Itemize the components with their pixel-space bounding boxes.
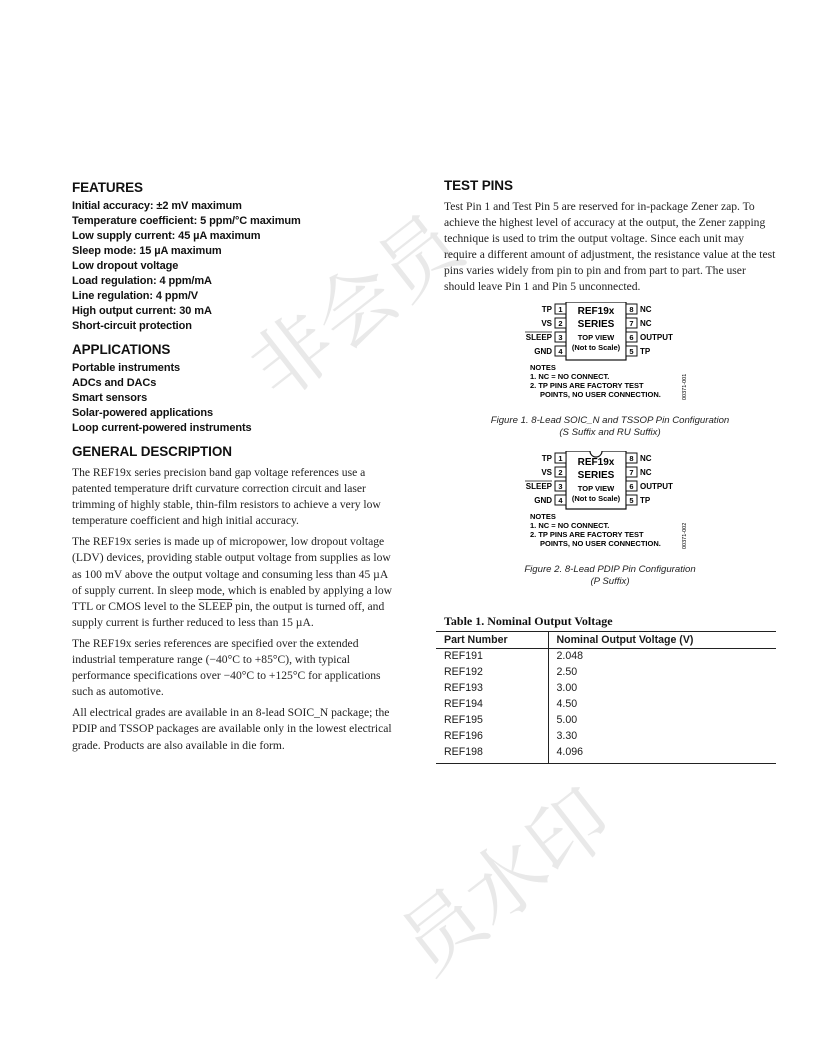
notes-title: NOTES (530, 362, 556, 372)
chip-top-view: TOP VIEW (577, 483, 615, 493)
pin-number: 1 (558, 453, 563, 463)
pin-name: NC (640, 467, 652, 477)
pin-name: GND (534, 346, 552, 356)
right-pin-7 (626, 467, 652, 477)
left-pin-4 (534, 346, 566, 356)
table-row (436, 729, 776, 745)
figure-2-caption-line-1: Figure 2. 8-Lead PDIP Pin Configuration (524, 563, 696, 575)
part-number-cell: REF191 (436, 648, 548, 665)
pin-number: 3 (558, 481, 563, 491)
figure-code: 00371-002 (682, 522, 688, 549)
part-number-cell: REF194 (436, 697, 548, 713)
note-1: 1. NC = NO CONNECT. (530, 371, 610, 381)
voltage-cell: 2.50 (556, 665, 578, 678)
right-pin-8 (626, 304, 652, 314)
voltage-cell: 3.00 (556, 681, 578, 694)
feature-item: Short-circuit protection (72, 320, 192, 332)
application-item: ADCs and DACs (72, 377, 157, 389)
right-column (444, 178, 776, 764)
features-heading: FEATURES (72, 180, 143, 195)
chip-subtitle: SERIES (577, 469, 615, 481)
note-2b: POINTS, NO USER CONNECTION. (540, 538, 661, 548)
pin-number: 8 (629, 304, 634, 314)
voltage-cell: 2.048 (556, 649, 584, 662)
pin-name: SLEEP (525, 332, 552, 342)
left-column (72, 180, 400, 759)
general-description-p3: The REF19x series references are specified over the extended industrial temperature range (−40°C to +85°C), with typical performance specifications over −40°C to +125°C for applications such as automotive. (72, 636, 381, 699)
figure-1-caption-line-1: Figure 1. 8-Lead SOIC_N and TSSOP Pin Configuration (490, 414, 730, 426)
pin-number: 8 (629, 453, 634, 463)
chip-title: REF19x (577, 305, 615, 317)
feature-item: Low supply current: 45 µA maximum (72, 230, 261, 242)
table-row (436, 713, 776, 729)
applications-list (72, 361, 400, 436)
application-item: Portable instruments (72, 362, 181, 374)
chip-title: REF19x (577, 456, 615, 468)
applications-heading: APPLICATIONS (72, 342, 171, 357)
general-description-p4: All electrical grades are available in an 8-lead SOIC_N package; the PDIP and TSSOP packages are available only in the lowest electrical grade. Products are also available in die form. (72, 706, 392, 752)
chip-subtitle: SERIES (577, 318, 615, 330)
pin-number: 7 (629, 318, 634, 328)
pin-number: 4 (558, 495, 563, 505)
application-item: Solar-powered applications (72, 407, 214, 419)
figure-1-caption-line-2: (S Suffix and RU Suffix) (559, 426, 661, 438)
right-pin-6 (626, 332, 673, 342)
watermark-text-bottom: 员水印 (383, 771, 630, 993)
application-item: Loop current-powered instruments (72, 422, 252, 434)
p2-text-b: pin, the output is turned off, and supply current is further reduced to less than 15 µA. (72, 599, 385, 629)
part-number-cell: REF198 (436, 745, 548, 763)
pin-name: NC (640, 318, 652, 328)
pin-number: 6 (629, 481, 634, 491)
pin-number: 5 (629, 495, 634, 505)
feature-item: Temperature coefficient: 5 ppm/°C maximum (72, 215, 301, 227)
table-1-section (444, 614, 776, 764)
note-1: 1. NC = NO CONNECT. (530, 520, 610, 530)
feature-item: Initial accuracy: ±2 mV maximum (72, 200, 242, 212)
general-description-p1: The REF19x series precision band gap voltage references use a patented temperature drift curvature correction circuit and laser trimming of highly stable, thin-film resistors to achieve a very low temperature coefficient and high initial accuracy. (72, 466, 381, 528)
part-number-cell: REF195 (436, 713, 548, 729)
left-pin-1 (542, 304, 566, 314)
note-2a: 2. TP PINS ARE FACTORY TEST (530, 529, 644, 539)
left-pin-2 (541, 467, 566, 477)
pin-number: 2 (558, 467, 563, 477)
header-part-number: Part Number (436, 631, 548, 648)
table-1-title: Table 1. Nominal Output Voltage (444, 613, 613, 628)
figure-code: 00371-001 (682, 373, 688, 400)
feature-item: Sleep mode: 15 µA maximum (72, 245, 222, 257)
pin-name: NC (640, 453, 652, 463)
pin-number: 5 (629, 346, 634, 356)
feature-item: Low dropout voltage (72, 260, 179, 272)
pin-name: VS (541, 318, 552, 328)
table-row (436, 745, 776, 763)
pin-number: 6 (629, 332, 634, 342)
pin-name: VS (541, 467, 552, 477)
pin-number: 2 (558, 318, 563, 328)
pin-name: NC (640, 304, 652, 314)
voltage-cell: 3.30 (556, 730, 578, 743)
notes-title: NOTES (530, 511, 556, 521)
right-pin-6 (626, 481, 673, 491)
pin-number: 7 (629, 467, 634, 477)
feature-item: Line regulation: 4 ppm/V (72, 290, 198, 302)
table-row (436, 681, 776, 697)
right-pin-8 (626, 453, 652, 463)
part-number-cell: REF196 (436, 729, 548, 745)
note-2b: POINTS, NO USER CONNECTION. (540, 389, 661, 399)
pin-name: GND (534, 495, 552, 505)
pin-name: OUTPUT (640, 481, 673, 491)
general-description-heading: GENERAL DESCRIPTION (72, 444, 232, 459)
pin-number: 4 (558, 346, 563, 356)
pin-name: TP (541, 304, 552, 314)
pin-name: TP (640, 495, 651, 505)
figure-1-pin-configuration (444, 302, 776, 439)
watermark-text-top: 非会员 (233, 196, 480, 418)
feature-item: Load regulation: 4 ppm/mA (72, 275, 212, 287)
left-pin-4 (534, 495, 566, 505)
left-pin-3 (525, 332, 566, 342)
table-header-row (436, 631, 776, 648)
soic-pinout-diagram (444, 302, 776, 410)
chip-top-view: TOP VIEW (577, 332, 615, 342)
test-pins-body: Test Pin 1 and Test Pin 5 are reserved for in-package Zener zap. To achieve the highest level of accuracy at the output, the Zener zapping technique is used to trim the output voltage. Since each unit may require a different amount of adjustment, the resistance value at the test pins varies widely from pin to pin and from part to part. The user should leave Pin 1 and Pin 5 unconnected. (444, 200, 776, 294)
voltage-cell: 4.096 (548, 745, 776, 763)
right-pin-5 (626, 495, 651, 505)
right-pin-7 (626, 318, 652, 328)
right-pin-5 (626, 346, 651, 356)
feature-item: High output current: 30 mA (72, 305, 212, 317)
pin-name: TP (640, 346, 651, 356)
left-pin-3 (525, 481, 566, 491)
figure-2-caption-line-2: (P Suffix) (590, 575, 630, 587)
part-number-cell: REF192 (436, 665, 548, 681)
pin-name: TP (541, 453, 552, 463)
features-list (72, 199, 400, 334)
pin-number: 3 (558, 332, 563, 342)
note-2a: 2. TP PINS ARE FACTORY TEST (530, 380, 644, 390)
pdip-pinout-diagram (444, 451, 776, 559)
pin-number: 1 (558, 304, 563, 314)
chip-not-to-scale: (Not to Scale) (571, 493, 621, 503)
voltage-cell: 5.00 (556, 714, 578, 727)
figure-2-pin-configuration (444, 451, 776, 588)
voltage-cell: 4.50 (556, 697, 578, 710)
part-number-cell: REF193 (436, 681, 548, 697)
header-nominal-voltage: Nominal Output Voltage (V) (548, 631, 776, 648)
sleep-pin-label: SLEEP (198, 599, 233, 613)
table-row (436, 665, 776, 681)
left-pin-1 (542, 453, 566, 463)
pin-name: OUTPUT (640, 332, 673, 342)
test-pins-heading: TEST PINS (444, 178, 513, 193)
p2-text-a: The REF19x series is made up of micropower, low dropout voltage (LDV) devices, providing stable output voltage from supplies as low as 100 mV above the output voltage and consuming less than 45 µA of supply current. In sleep mode, which is enabled by applying a low TTL or CMOS level to the (72, 535, 393, 613)
table-row (436, 648, 776, 665)
application-item: Smart sensors (72, 392, 148, 404)
chip-not-to-scale: (Not to Scale) (571, 342, 621, 352)
nominal-output-voltage-table (436, 631, 776, 764)
pin-name: SLEEP (525, 481, 552, 491)
left-pin-2 (541, 318, 566, 328)
table-row (436, 697, 776, 713)
general-description-p2 (72, 534, 400, 631)
